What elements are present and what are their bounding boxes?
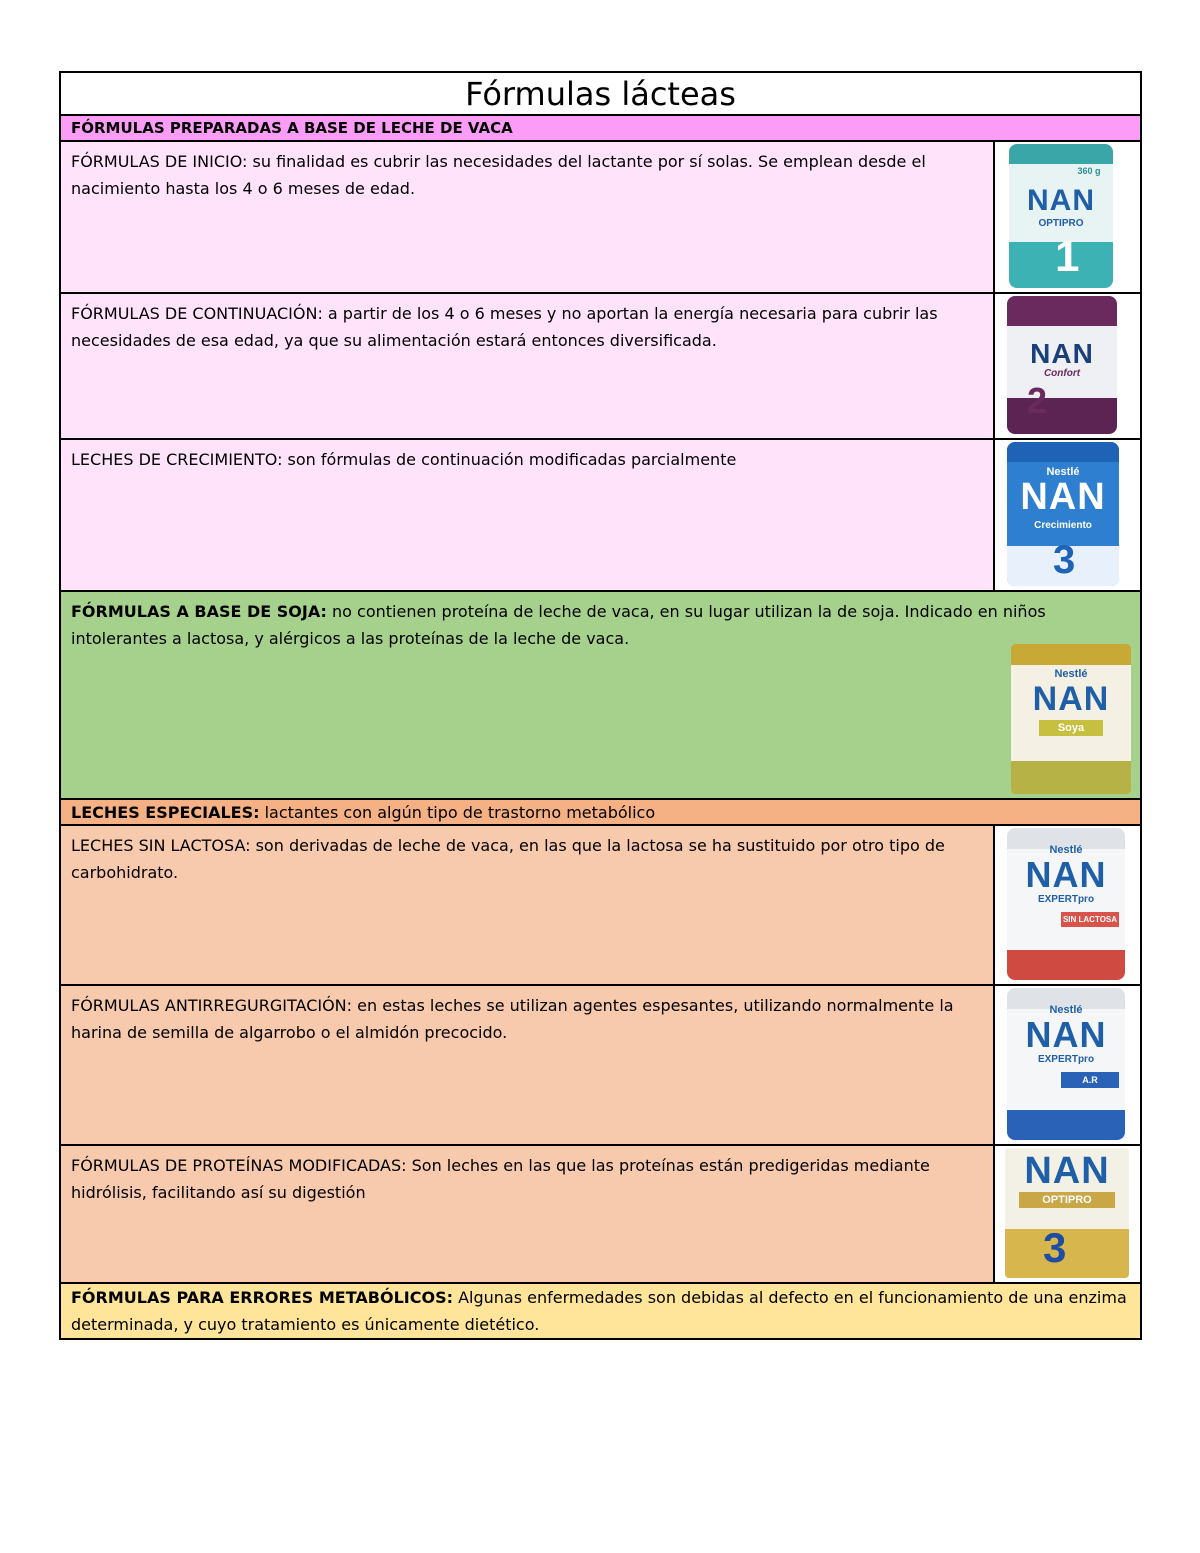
especiales-label: LECHES ESPECIALES: — [71, 803, 260, 822]
row-formulas-inicio — [61, 142, 1140, 294]
proteinas-can-sub: OPTIPRO — [1019, 1192, 1115, 1208]
crecimiento-can-brand: NAN — [1020, 476, 1106, 518]
nan-expertpro-ar-can-image — [1007, 988, 1125, 1140]
continuacion-can-number: 2 — [1027, 380, 1048, 421]
nan-soya-can-image — [1011, 644, 1131, 794]
antirregurgitacion-can-maker: Nestlé — [1049, 1004, 1083, 1016]
continuacion-label: FÓRMULAS DE CONTINUACIÓN: — [71, 304, 323, 323]
continuacion-can-brand: NAN — [1030, 338, 1094, 369]
sin-lactosa-description — [61, 826, 996, 886]
soja-text: no contienen proteína de leche de vaca, en su lugar utilizan la de soja. Indicado en niños intolerantes a lactosa, y alérgicos a las proteínas de la leche de vaca. — [71, 602, 1046, 648]
crecimiento-label: LECHES DE CRECIMIENTO: — [71, 450, 283, 469]
soja-label: FÓRMULAS A BASE DE SOJA: — [71, 602, 327, 621]
row-formulas-antirregurgitacion — [61, 986, 1140, 1146]
proteinas-can-brand: NAN — [1024, 1150, 1110, 1192]
crecimiento-text: son fórmulas de continuación modificadas parcialmente — [282, 450, 737, 469]
continuacion-image-cell — [993, 294, 1140, 438]
proteinas-label: FÓRMULAS DE PROTEÍNAS MODIFICADAS: — [71, 1156, 407, 1175]
nan-confort-2-can-image — [1007, 296, 1117, 434]
continuacion-can-sub: Confort — [1043, 368, 1081, 379]
errores-text: Algunas enfermedades son debidas al defecto en el funcionamiento de una enzima determinada, y cuyo tratamiento es únicamente dietético. — [71, 1288, 1127, 1334]
inicio-can-sub: OPTIPRO — [1038, 218, 1084, 229]
sin-lactosa-can-brand: NAN — [1025, 854, 1107, 895]
row-leches-crecimiento — [61, 440, 1140, 592]
sin-lactosa-can-maker: Nestlé — [1049, 844, 1083, 856]
cow-milk-header — [61, 116, 1140, 142]
crecimiento-description — [61, 440, 996, 473]
proteinas-description — [61, 1146, 996, 1206]
row-leches-sin-lactosa — [61, 826, 1140, 986]
crecimiento-image-cell — [993, 440, 1140, 590]
crecimiento-can-maker: Nestlé — [1046, 466, 1080, 478]
nan-optipro-3-can-image — [1005, 1148, 1129, 1278]
sin-lactosa-text: son derivadas de leche de vaca, en las que la lactosa se ha sustituido por otro tipo de carbohidrato. — [71, 836, 945, 882]
soja-description — [61, 592, 1140, 652]
formulas-table — [59, 71, 1142, 1340]
errores-label: FÓRMULAS PARA ERRORES METABÓLICOS: — [71, 1288, 453, 1307]
special-milks-header — [61, 800, 1140, 826]
proteinas-text: Son leches en las que las proteínas están predigeridas mediante hidrólisis, facilitando así su digestión — [71, 1156, 930, 1202]
soja-can-maker: Nestlé — [1054, 668, 1088, 680]
proteinas-image-cell — [993, 1146, 1140, 1282]
inicio-text: su finalidad es cubrir las necesidades del lactante por sí solas. Se emplean desde el nacimiento hasta los 4 o 6 meses de edad. — [71, 152, 926, 198]
row-formulas-continuacion — [61, 294, 1140, 440]
nan-optipro-1-can-image — [1009, 144, 1113, 288]
proteinas-can-number: 3 — [1043, 1224, 1067, 1271]
soja-can-sub: Soya — [1039, 720, 1103, 736]
inicio-description — [61, 142, 996, 202]
crecimiento-can-number: 3 — [1053, 538, 1076, 582]
continuacion-text: a partir de los 4 o 6 meses y no aportan la energía necesaria para cubrir las necesidades de esa edad, ya que su alimentación estará entonces diversificada. — [71, 304, 938, 350]
sin-lactosa-label: LECHES SIN LACTOSA: — [71, 836, 251, 855]
inicio-label: FÓRMULAS DE INICIO: — [71, 152, 248, 171]
page-title: Fórmulas lácteas — [465, 75, 736, 113]
sin-lactosa-can-variant: SIN LACTOSA — [1061, 912, 1119, 927]
title-row — [61, 73, 1140, 116]
errores-description — [61, 1284, 1140, 1338]
sin-lactosa-can-sub: EXPERTpro — [1037, 894, 1095, 905]
nan-expertpro-sin-lactosa-can-image — [1007, 828, 1125, 980]
crecimiento-can-sub: Crecimiento — [1034, 520, 1092, 531]
antirregurgitacion-text: en estas leches se utilizan agentes espesantes, utilizando normalmente la harina de semilla de algarrobo o el almidón precocido. — [71, 996, 954, 1042]
antirregurgitacion-can-sub: EXPERTpro — [1037, 1054, 1095, 1065]
inicio-can-number: 1 — [1055, 232, 1080, 281]
row-formulas-proteinas-modificadas — [61, 1146, 1140, 1284]
especiales-text: lactantes con algún tipo de trastorno metabólico — [259, 803, 656, 822]
sin-lactosa-image-cell — [993, 826, 1140, 984]
antirregurgitacion-can-variant: A.R — [1061, 1072, 1119, 1088]
row-formulas-soja — [61, 592, 1140, 800]
antirregurgitacion-image-cell — [993, 986, 1140, 1144]
inicio-can-weight: 360 g — [1077, 166, 1101, 176]
continuacion-description — [61, 294, 996, 354]
nan-crecimiento-3-can-image — [1007, 442, 1119, 586]
row-formulas-errores-metabolicos — [61, 1284, 1140, 1338]
antirregurgitacion-can-brand: NAN — [1025, 1014, 1107, 1055]
antirregurgitacion-description — [61, 986, 996, 1046]
inicio-can-brand: NAN — [1027, 184, 1095, 217]
cow-milk-header-label: FÓRMULAS PREPARADAS A BASE DE LECHE DE VACA — [71, 119, 513, 137]
soja-can-brand: NAN — [1032, 680, 1110, 718]
inicio-image-cell — [993, 142, 1140, 292]
antirregurgitacion-label: FÓRMULAS ANTIRREGURGITACIÓN: — [71, 996, 353, 1015]
